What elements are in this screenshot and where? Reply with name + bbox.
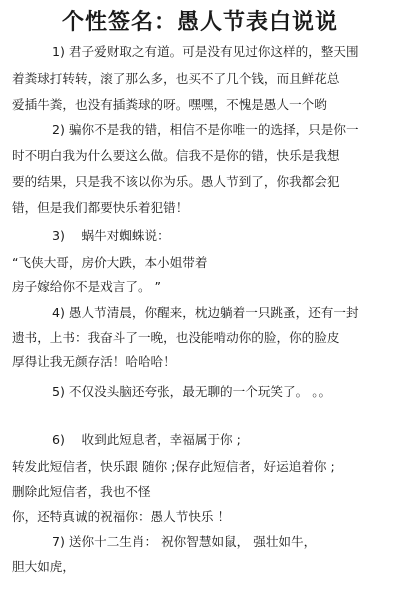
paragraph-3-line-1: 3) 蜗牛对蜘蛛说： xyxy=(52,228,170,243)
paragraph-2-line-4: 错，但是我们都要快乐着犯错！ xyxy=(12,200,189,215)
paragraph-6-line-1: 6) 收到此短息者，幸福属于你 ; xyxy=(52,432,241,447)
paragraph-1-line-1: 1) 君子爱财取之有道。可是没有见过你这样的，整天围 xyxy=(52,44,359,59)
paragraph-2-line-1: 2) 骗你不是我的错，相信不是你唯一的选择，只是你一 xyxy=(52,122,359,137)
paragraph-3-line-3: 房子嫁给你不是戏言了。 ” xyxy=(12,279,162,294)
paragraph-5-line-1: 5) 不仅没头脑还夸张，最无聊的一个玩笑了。 。。 xyxy=(52,384,332,399)
paragraph-6-line-2: 转发此短信者，快乐跟 随你 ;保存此短信者，好运追着你 ; xyxy=(12,459,335,474)
page-title: 个性签名：愚人节表白说说 xyxy=(61,10,338,35)
paragraph-7-line-2: 胆大如虎， xyxy=(12,559,75,574)
paragraph-3-line-2: “飞侠大哥，房价大跌，本小姐带着 xyxy=(12,255,208,270)
paragraph-6-line-4: 你，还特真诚的祝福你：愚人节快乐 ！ xyxy=(12,509,231,524)
paragraph-2-line-3: 要的结果，只是我不该以你为乐。愚人节到了，你我都会犯 xyxy=(12,174,340,189)
paragraph-1-line-3: 爱插牛粪，也没有插粪球的呀。嘿嘿，不愧是愚人一个哟 xyxy=(12,97,327,112)
paragraph-4-line-3: 厚得让我无颜存活！哈哈哈！ xyxy=(12,354,176,369)
paragraph-7-line-1: 7) 送你十二生肖： 祝你智慧如鼠， 强壮如牛， xyxy=(52,534,317,549)
paragraph-1-line-2: 着粪球打转转，滚了那么多，也买不了几个钱，而且鲜花总 xyxy=(12,71,340,86)
paragraph-4-line-2: 遗书，上书：我奋斗了一晚，也没能啃动你的脸，你的脸皮 xyxy=(12,330,340,345)
paragraph-6-line-3: 删除此短信者，我也不怪 xyxy=(12,484,151,499)
paragraph-2-line-2: 时不明白我为什么要这么做。信我不是你的错，快乐是我想 xyxy=(12,148,340,163)
paragraph-4-line-1: 4) 愚人节清晨，你醒来，枕边躺着一只跳蚤，还有一封 xyxy=(52,305,359,320)
